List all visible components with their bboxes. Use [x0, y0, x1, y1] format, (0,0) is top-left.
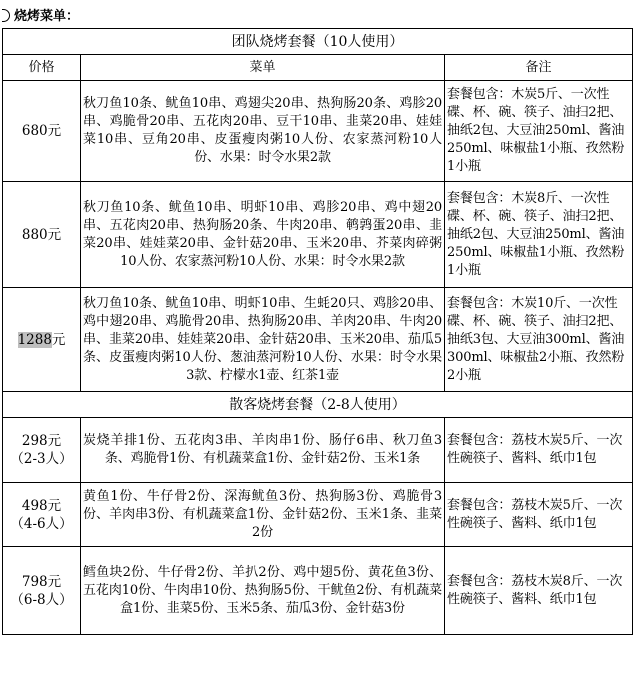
dishes-cell: 秋刀鱼10条、鱿鱼10串、鸡翅尖20串、热狗肠20条、鸡胗20串、鸡脆骨20串、五花肉20串、豆干10串、韭菜20串、娃娃菜10串、豆角20串、皮蛋瘦肉粥10人份、农家蒸河粉10人份、水果：时令水果2款 — [81, 81, 445, 182]
table-row — [3, 483, 633, 547]
dishes-cell: 炭烧羊排1份、五花肉3串、羊肉串1份、肠仔6串、秋刀鱼3条、鸡脆骨1份、有机蔬菜盒1份、金针菇2份、玉米1条 — [81, 418, 445, 483]
price-cell — [3, 288, 81, 392]
dishes-cell: 鳕鱼块2份、牛仔骨2份、羊扒2份、鸡中翅5份、黄花鱼3份、五花肉10份、牛肉串10份、热狗肠5份、干鱿鱼2份、有机蔬菜盒1份、韭菜5份、玉米5条、茄瓜3份、金针菇3份 — [81, 547, 445, 635]
menu-heading-text: 烧烤菜单： — [14, 8, 80, 24]
price-cell — [3, 547, 81, 635]
notes-cell: 套餐包含：荔枝木炭5斤、一次性碗筷子、酱料、纸巾1包 — [445, 418, 633, 483]
table-row — [3, 81, 633, 182]
price-value: 498元 — [21, 497, 62, 514]
table-row — [3, 288, 633, 392]
price-value: 298元 — [21, 433, 62, 449]
bbq-menu-table — [2, 28, 633, 635]
price-cell — [3, 483, 81, 547]
notes-cell: 套餐包含：木炭8斤、一次性碟、杯、碗、筷子、油扫2把、抽纸2包、大豆油250ml、酱油250ml、味椒盐1小瓶、孜然粉1小瓶 — [445, 182, 633, 288]
team-section-title: 团队烧烤套餐（10人使用） — [3, 29, 633, 55]
price-cell: 680元 — [3, 81, 81, 182]
price-cell: 880元 — [3, 182, 81, 288]
price-cell — [3, 418, 81, 483]
people-count: （6-8人） — [10, 591, 73, 608]
dishes-cell: 秋刀鱼10条、鱿鱼10串、明虾10串、鸡胗20串、鸡中翅20串、五花肉20串、热狗肠20条、牛肉20串、鹌鹑蛋20串、韭菜20串、娃娃菜20串、金针菇20串、玉米20串、芥菜肉碎粥10人份、农家蒸河粉10人份、水果：时令水果2款 — [81, 182, 445, 288]
people-count: （4-6人） — [10, 515, 73, 532]
table-row — [3, 182, 633, 288]
price-unit: 元 — [51, 331, 66, 348]
notes-cell: 套餐包含：荔枝木炭8斤、一次性碗筷子、酱料、纸巾1包 — [445, 547, 633, 635]
dishes-header: 菜单 — [81, 55, 445, 81]
table-header-row — [3, 55, 633, 81]
menu-heading — [2, 4, 79, 24]
dishes-cell: 秋刀鱼10条、鱿鱼10串、明虾10串、生蚝20只、鸡胗20串、鸡中翅20串、鸡脆骨20串、热狗肠20串、羊肉20串、牛肉20串、韭菜20串、娃娃菜20串、金针菇20串、玉米20串、茄瓜5条、皮蛋瘦肉粥10人份、葱油蒸河粉10人份、水果：时令水果3款、柠檬水1壶、红茶1壶 — [81, 288, 445, 392]
table-row — [3, 547, 633, 635]
notes-cell: 套餐包含：木炭10斤、一次性碟、杯、碗、筷子、油扫2把、抽纸3包、大豆油300ml、酱油300ml、味椒盐2小瓶、孜然粉2小瓶 — [445, 288, 633, 392]
price-value: 798元 — [21, 573, 62, 590]
people-count: （2-3人） — [10, 451, 73, 467]
notes-cell: 套餐包含：荔枝木炭5斤、一次性碗筷子、酱料、纸巾1包 — [445, 483, 633, 547]
dishes-cell: 黄鱼1份、牛仔骨2份、深海鱿鱼3份、热狗肠3份、鸡脆骨3份、羊肉串3份、有机蔬菜盒1份、金针菇2份、玉米1条、韭菜2份 — [81, 483, 445, 547]
notes-cell: 套餐包含：木炭5斤、一次性碟、杯、碗、筷子、油扫2把、抽纸2包、大豆油250ml、酱油250ml、味椒盐1小瓶、孜然粉1小瓶 — [445, 81, 633, 182]
team-section-row — [3, 29, 633, 55]
notes-header: 备注 — [445, 55, 633, 81]
table-row — [3, 418, 633, 483]
guest-section-title: 散客烧烤套餐（2-8人使用） — [3, 392, 633, 418]
bullet-icon — [2, 8, 11, 21]
price-header: 价格 — [3, 55, 81, 81]
price-number: 1288 — [17, 331, 52, 348]
guest-section-row — [3, 392, 633, 418]
